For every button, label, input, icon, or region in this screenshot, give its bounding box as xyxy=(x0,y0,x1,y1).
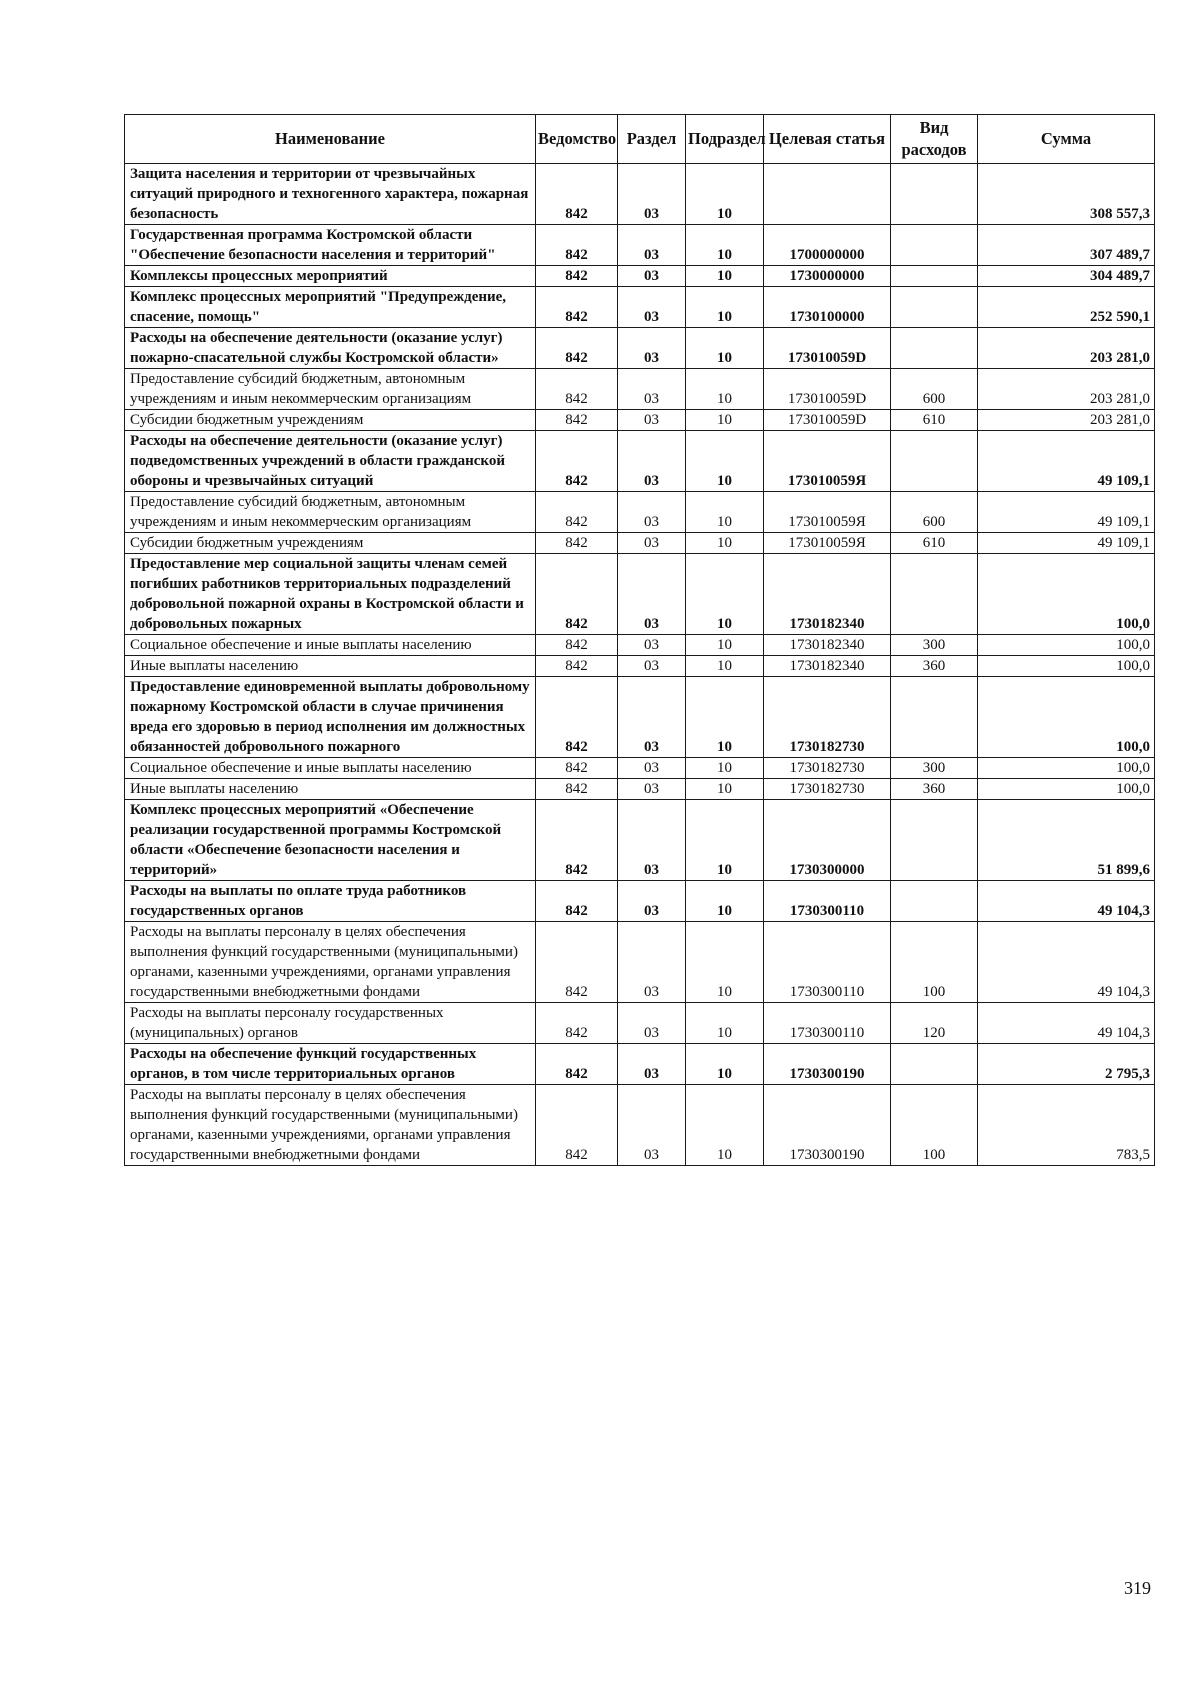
cell-section: 03 xyxy=(618,635,686,656)
cell-name: Социальное обеспечение и иные выплаты населению xyxy=(125,635,536,656)
cell-section: 03 xyxy=(618,431,686,492)
header-section: Раздел xyxy=(618,115,686,164)
cell-dept: 842 xyxy=(536,225,618,266)
cell-name: Комплекс процессных мероприятий "Предупреждение, спасение, помощь" xyxy=(125,287,536,328)
cell-amount: 100,0 xyxy=(978,554,1155,635)
cell-subsection: 10 xyxy=(686,554,764,635)
cell-subsection: 10 xyxy=(686,656,764,677)
header-subsection: Подраздел xyxy=(686,115,764,164)
cell-dept: 842 xyxy=(536,492,618,533)
header-article: Целевая статья xyxy=(764,115,891,164)
table-row xyxy=(125,922,1155,1003)
cell-name: Комплексы процессных мероприятий xyxy=(125,266,536,287)
table-row xyxy=(125,164,1155,225)
cell-dept: 842 xyxy=(536,164,618,225)
cell-dept: 842 xyxy=(536,328,618,369)
cell-amount: 49 104,3 xyxy=(978,1003,1155,1044)
cell-exp-type xyxy=(891,266,978,287)
cell-name: Государственная программа Костромской области "Обеспечение безопасности населения и территорий" xyxy=(125,225,536,266)
cell-dept: 842 xyxy=(536,922,618,1003)
cell-section: 03 xyxy=(618,287,686,328)
cell-article: 173010059D xyxy=(764,410,891,431)
cell-article: 173010059Я xyxy=(764,431,891,492)
table-row xyxy=(125,492,1155,533)
cell-amount: 100,0 xyxy=(978,677,1155,758)
cell-dept: 842 xyxy=(536,677,618,758)
cell-name: Предоставление единовременной выплаты добровольному пожарному Костромской области в случае причинения вреда его здоровью в период исполнения им должностных обязанностей добровольного пожарного xyxy=(125,677,536,758)
header-name: Наименование xyxy=(125,115,536,164)
table-row xyxy=(125,656,1155,677)
cell-section: 03 xyxy=(618,266,686,287)
cell-exp-type: 100 xyxy=(891,922,978,1003)
cell-exp-type xyxy=(891,164,978,225)
cell-exp-type: 610 xyxy=(891,410,978,431)
cell-exp-type xyxy=(891,1044,978,1085)
cell-name: Расходы на выплаты персоналу государственных (муниципальных) органов xyxy=(125,1003,536,1044)
cell-amount: 100,0 xyxy=(978,635,1155,656)
cell-name: Расходы на выплаты персоналу в целях обеспечения выполнения функций государственными (муниципальными) органами, казенными учреждениями, органами управления государственными внебюджетными фондами xyxy=(125,922,536,1003)
table-row xyxy=(125,533,1155,554)
cell-section: 03 xyxy=(618,881,686,922)
cell-amount: 308 557,3 xyxy=(978,164,1155,225)
cell-dept: 842 xyxy=(536,266,618,287)
cell-dept: 842 xyxy=(536,410,618,431)
cell-subsection: 10 xyxy=(686,369,764,410)
cell-name: Социальное обеспечение и иные выплаты населению xyxy=(125,758,536,779)
cell-name: Расходы на обеспечение деятельности (оказание услуг) подведомственных учреждений в области гражданской обороны и чрезвычайных ситуаций xyxy=(125,431,536,492)
table-header-row xyxy=(125,115,1155,164)
cell-section: 03 xyxy=(618,328,686,369)
cell-amount: 100,0 xyxy=(978,779,1155,800)
cell-article: 1730182340 xyxy=(764,554,891,635)
cell-amount: 783,5 xyxy=(978,1085,1155,1166)
cell-name: Субсидии бюджетным учреждениям xyxy=(125,533,536,554)
cell-subsection: 10 xyxy=(686,922,764,1003)
cell-article: 1730300110 xyxy=(764,922,891,1003)
cell-subsection: 10 xyxy=(686,266,764,287)
table-row xyxy=(125,758,1155,779)
cell-exp-type xyxy=(891,554,978,635)
cell-amount: 307 489,7 xyxy=(978,225,1155,266)
cell-article: 173010059D xyxy=(764,369,891,410)
cell-amount: 100,0 xyxy=(978,656,1155,677)
cell-article: 173010059Я xyxy=(764,533,891,554)
cell-exp-type: 100 xyxy=(891,1085,978,1166)
cell-name: Иные выплаты населению xyxy=(125,656,536,677)
cell-article: 1730100000 xyxy=(764,287,891,328)
cell-dept: 842 xyxy=(536,369,618,410)
header-amount: Сумма xyxy=(978,115,1155,164)
cell-amount: 252 590,1 xyxy=(978,287,1155,328)
cell-dept: 842 xyxy=(536,1003,618,1044)
table-row xyxy=(125,225,1155,266)
table-body xyxy=(125,164,1155,1166)
cell-name: Предоставление субсидий бюджетным, автономным учреждениям и иным некоммерческим организациям xyxy=(125,369,536,410)
cell-article: 1730300190 xyxy=(764,1085,891,1166)
cell-amount: 49 109,1 xyxy=(978,492,1155,533)
cell-section: 03 xyxy=(618,164,686,225)
cell-amount: 49 104,3 xyxy=(978,922,1155,1003)
cell-amount: 100,0 xyxy=(978,758,1155,779)
page-number: 319 xyxy=(1124,1578,1151,1598)
cell-section: 03 xyxy=(618,554,686,635)
cell-section: 03 xyxy=(618,410,686,431)
table-row xyxy=(125,431,1155,492)
table-row xyxy=(125,881,1155,922)
cell-subsection: 10 xyxy=(686,635,764,656)
cell-amount: 203 281,0 xyxy=(978,328,1155,369)
cell-dept: 842 xyxy=(536,431,618,492)
cell-subsection: 10 xyxy=(686,758,764,779)
cell-name: Комплекс процессных мероприятий «Обеспечение реализации государственной программы Костромской области «Обеспечение безопасности населения и территорий» xyxy=(125,800,536,881)
cell-subsection: 10 xyxy=(686,881,764,922)
cell-article: 173010059D xyxy=(764,328,891,369)
cell-section: 03 xyxy=(618,779,686,800)
cell-amount: 2 795,3 xyxy=(978,1044,1155,1085)
cell-subsection: 10 xyxy=(686,225,764,266)
cell-name: Расходы на обеспечение деятельности (оказание услуг) пожарно-спасательной службы Костромской области» xyxy=(125,328,536,369)
cell-article: 1730182340 xyxy=(764,635,891,656)
cell-dept: 842 xyxy=(536,1044,618,1085)
cell-section: 03 xyxy=(618,800,686,881)
table-row xyxy=(125,779,1155,800)
cell-dept: 842 xyxy=(536,287,618,328)
cell-dept: 842 xyxy=(536,635,618,656)
cell-section: 03 xyxy=(618,677,686,758)
table-row xyxy=(125,1003,1155,1044)
cell-exp-type: 300 xyxy=(891,758,978,779)
header-dept: Ведомство xyxy=(536,115,618,164)
cell-name: Предоставление субсидий бюджетным, автономным учреждениям и иным некоммерческим организациям xyxy=(125,492,536,533)
cell-amount: 49 104,3 xyxy=(978,881,1155,922)
cell-subsection: 10 xyxy=(686,779,764,800)
cell-subsection: 10 xyxy=(686,492,764,533)
cell-name: Расходы на обеспечение функций государственных органов, в том числе территориальных органов xyxy=(125,1044,536,1085)
cell-amount: 49 109,1 xyxy=(978,533,1155,554)
cell-article: 173010059Я xyxy=(764,492,891,533)
cell-section: 03 xyxy=(618,369,686,410)
cell-article: 1730300190 xyxy=(764,1044,891,1085)
cell-amount: 49 109,1 xyxy=(978,431,1155,492)
cell-dept: 842 xyxy=(536,533,618,554)
cell-subsection: 10 xyxy=(686,287,764,328)
cell-article: 1730182730 xyxy=(764,779,891,800)
cell-dept: 842 xyxy=(536,800,618,881)
cell-section: 03 xyxy=(618,1085,686,1166)
cell-exp-type: 600 xyxy=(891,369,978,410)
cell-amount: 203 281,0 xyxy=(978,369,1155,410)
cell-subsection: 10 xyxy=(686,1085,764,1166)
cell-section: 03 xyxy=(618,1044,686,1085)
table-row xyxy=(125,1085,1155,1166)
cell-subsection: 10 xyxy=(686,328,764,369)
cell-exp-type xyxy=(891,800,978,881)
cell-exp-type xyxy=(891,225,978,266)
table-row xyxy=(125,287,1155,328)
cell-exp-type xyxy=(891,328,978,369)
table-row xyxy=(125,328,1155,369)
cell-subsection: 10 xyxy=(686,164,764,225)
cell-article: 1730182730 xyxy=(764,677,891,758)
cell-article: 1730000000 xyxy=(764,266,891,287)
cell-dept: 842 xyxy=(536,1085,618,1166)
cell-article: 1730182340 xyxy=(764,656,891,677)
cell-amount: 304 489,7 xyxy=(978,266,1155,287)
cell-exp-type: 120 xyxy=(891,1003,978,1044)
table-row xyxy=(125,410,1155,431)
cell-subsection: 10 xyxy=(686,800,764,881)
cell-name: Расходы на выплаты персоналу в целях обеспечения выполнения функций государственными (муниципальными) органами, казенными учреждениями, органами управления государственными внебюджетными фондами xyxy=(125,1085,536,1166)
cell-article: 1730300110 xyxy=(764,881,891,922)
cell-section: 03 xyxy=(618,758,686,779)
cell-name: Иные выплаты населению xyxy=(125,779,536,800)
cell-amount: 203 281,0 xyxy=(978,410,1155,431)
cell-section: 03 xyxy=(618,492,686,533)
cell-exp-type: 610 xyxy=(891,533,978,554)
cell-dept: 842 xyxy=(536,758,618,779)
cell-exp-type: 360 xyxy=(891,656,978,677)
header-exp-type: Вид расходов xyxy=(891,115,978,164)
cell-exp-type xyxy=(891,431,978,492)
cell-dept: 842 xyxy=(536,554,618,635)
cell-dept: 842 xyxy=(536,656,618,677)
cell-amount: 51 899,6 xyxy=(978,800,1155,881)
cell-subsection: 10 xyxy=(686,677,764,758)
cell-section: 03 xyxy=(618,533,686,554)
cell-name: Защита населения и территории от чрезвычайных ситуаций природного и техногенного характера, пожарная безопасность xyxy=(125,164,536,225)
table-row xyxy=(125,1044,1155,1085)
cell-article: 1730300000 xyxy=(764,800,891,881)
budget-table xyxy=(124,114,1155,1166)
cell-section: 03 xyxy=(618,225,686,266)
cell-article: 1700000000 xyxy=(764,225,891,266)
cell-subsection: 10 xyxy=(686,533,764,554)
cell-section: 03 xyxy=(618,1003,686,1044)
cell-name: Предоставление мер социальной защиты членам семей погибших работников территориальных подразделений добровольной пожарной охраны в Костромской области и добровольных пожарных xyxy=(125,554,536,635)
cell-section: 03 xyxy=(618,656,686,677)
table-row xyxy=(125,635,1155,656)
cell-subsection: 10 xyxy=(686,410,764,431)
table-row xyxy=(125,554,1155,635)
cell-exp-type: 300 xyxy=(891,635,978,656)
cell-subsection: 10 xyxy=(686,1044,764,1085)
table-row xyxy=(125,677,1155,758)
cell-exp-type xyxy=(891,677,978,758)
cell-section: 03 xyxy=(618,922,686,1003)
cell-article xyxy=(764,164,891,225)
table-row xyxy=(125,369,1155,410)
cell-exp-type: 600 xyxy=(891,492,978,533)
cell-dept: 842 xyxy=(536,881,618,922)
cell-dept: 842 xyxy=(536,779,618,800)
cell-subsection: 10 xyxy=(686,431,764,492)
table-row xyxy=(125,800,1155,881)
cell-exp-type xyxy=(891,881,978,922)
cell-name: Расходы на выплаты по оплате труда работников государственных органов xyxy=(125,881,536,922)
cell-name: Субсидии бюджетным учреждениям xyxy=(125,410,536,431)
cell-exp-type: 360 xyxy=(891,779,978,800)
table-row xyxy=(125,266,1155,287)
cell-subsection: 10 xyxy=(686,1003,764,1044)
cell-exp-type xyxy=(891,287,978,328)
cell-article: 1730300110 xyxy=(764,1003,891,1044)
cell-article: 1730182730 xyxy=(764,758,891,779)
